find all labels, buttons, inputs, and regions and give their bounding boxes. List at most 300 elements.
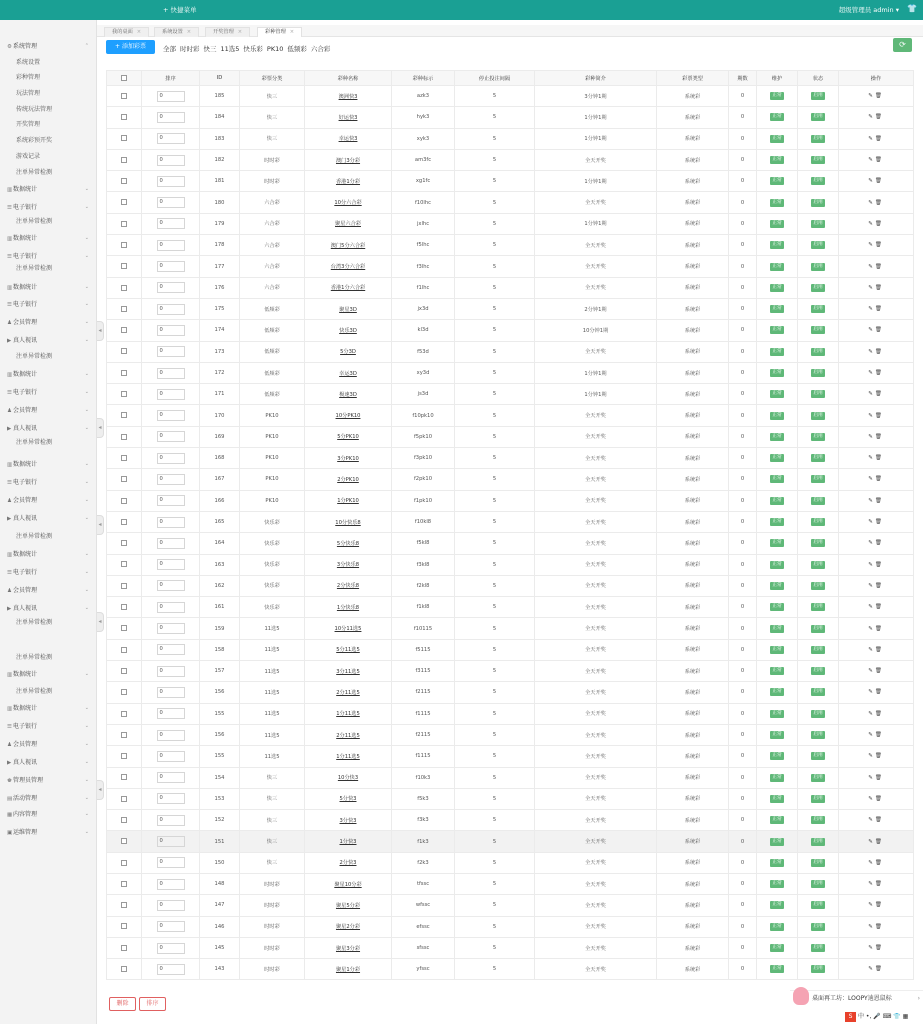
edit-icon[interactable]: ✎ — [868, 348, 875, 355]
maintenance-badge[interactable]: 正常 — [772, 668, 782, 674]
sort-input[interactable]: 0 — [157, 857, 185, 868]
maintenance-badge[interactable]: 正常 — [772, 263, 782, 269]
trash-icon[interactable]: 🗑 — [874, 881, 884, 888]
quick-menu-button[interactable]: + 快捷菜单 — [163, 6, 197, 14]
lottery-name-link[interactable]: 1分快3 — [339, 839, 357, 846]
sort-input[interactable]: 0 — [157, 815, 185, 826]
tab-system-settings[interactable] — [154, 27, 199, 37]
maintenance-badge[interactable]: 正常 — [772, 604, 782, 610]
edit-icon[interactable]: ✎ — [868, 519, 875, 526]
table-row[interactable] — [107, 277, 914, 298]
category-4[interactable]: 快乐彩 — [243, 45, 263, 53]
sort-input[interactable]: 0 — [157, 410, 185, 421]
row-checkbox[interactable] — [121, 306, 127, 312]
sidebar-item[interactable] — [0, 618, 97, 627]
lottery-name-link[interactable]: 5分PK10 — [337, 434, 359, 441]
lottery-name-link[interactable]: 快乐3D — [339, 327, 357, 334]
sort-input[interactable]: 0 — [157, 495, 185, 506]
status-badge[interactable]: 启用 — [813, 93, 823, 99]
status-badge[interactable]: 启用 — [813, 306, 823, 312]
edit-icon[interactable]: ✎ — [868, 199, 875, 206]
table-row[interactable] — [107, 235, 914, 256]
edit-icon[interactable]: ✎ — [868, 327, 875, 334]
sort-input[interactable]: 0 — [157, 836, 185, 847]
lottery-name-link[interactable]: 5分快3 — [339, 796, 357, 803]
row-checkbox[interactable] — [121, 157, 127, 163]
sidebar-section[interactable] — [0, 252, 97, 261]
sort-input[interactable]: 0 — [157, 176, 185, 187]
table-row[interactable] — [107, 959, 914, 980]
sidebar-section[interactable] — [0, 300, 97, 309]
lottery-name-link[interactable]: 台湾3分六合彩 — [330, 264, 366, 271]
trash-icon[interactable]: 🗑 — [874, 455, 884, 462]
edit-icon[interactable]: ✎ — [868, 668, 875, 675]
table-row[interactable] — [107, 448, 914, 469]
maintenance-badge[interactable]: 正常 — [772, 561, 782, 567]
maintenance-badge[interactable]: 正常 — [772, 93, 782, 99]
sort-input[interactable]: 0 — [157, 900, 185, 911]
status-badge[interactable]: 启用 — [813, 370, 823, 375]
row-checkbox[interactable] — [121, 498, 127, 504]
sort-button[interactable]: 排序 — [139, 997, 166, 1011]
trash-icon[interactable]: 🗑 — [874, 476, 884, 483]
sort-input[interactable]: 0 — [157, 879, 185, 890]
table-row[interactable] — [107, 661, 914, 682]
category-2[interactable]: 快三 — [203, 45, 217, 53]
trash-icon[interactable]: 🗑 — [874, 93, 884, 100]
category-7[interactable]: 六合彩 — [310, 45, 331, 53]
sort-input[interactable]: 0 — [157, 91, 185, 102]
select-all-cell[interactable] — [107, 71, 142, 86]
sidebar-item[interactable] — [0, 120, 97, 129]
table-row[interactable] — [107, 597, 914, 618]
trash-icon[interactable]: 🗑 — [874, 795, 884, 802]
row-checkbox[interactable] — [121, 93, 127, 99]
lottery-name-link[interactable]: 极速3D — [339, 391, 357, 398]
status-badge[interactable]: 启用 — [813, 859, 823, 865]
sort-input[interactable]: 0 — [157, 602, 185, 613]
close-icon[interactable]: × — [136, 29, 142, 35]
sidebar-section[interactable] — [0, 185, 97, 194]
trash-icon[interactable]: 🗑 — [874, 391, 884, 398]
tab-desktop[interactable] — [104, 27, 149, 37]
maintenance-badge[interactable]: 正常 — [772, 689, 782, 695]
table-row[interactable] — [107, 192, 914, 213]
row-checkbox[interactable] — [121, 455, 127, 461]
table-row[interactable] — [107, 618, 914, 639]
status-badge[interactable]: 启用 — [813, 114, 823, 120]
edit-icon[interactable]: ✎ — [868, 306, 875, 313]
edit-icon[interactable]: ✎ — [868, 497, 875, 504]
maintenance-badge[interactable]: 正常 — [772, 306, 782, 312]
edit-icon[interactable]: ✎ — [868, 582, 875, 589]
chevron-right-icon[interactable]: › — [917, 995, 920, 1002]
sidebar-item[interactable] — [0, 653, 97, 662]
lottery-name-link[interactable]: 10分快乐8 — [335, 519, 361, 526]
add-lottery-button[interactable]: + 添加彩票 — [106, 40, 155, 54]
trash-icon[interactable]: 🗑 — [874, 966, 884, 973]
table-row[interactable] — [107, 831, 914, 852]
row-checkbox[interactable] — [121, 711, 127, 717]
trash-icon[interactable]: 🗑 — [874, 220, 884, 227]
row-checkbox[interactable] — [121, 923, 127, 929]
table-row[interactable] — [107, 128, 914, 149]
sidebar-section[interactable] — [0, 722, 97, 731]
trash-icon[interactable]: 🗑 — [874, 625, 884, 632]
row-checkbox[interactable] — [121, 817, 127, 823]
maintenance-badge[interactable]: 正常 — [772, 135, 782, 141]
sidebar-item[interactable] — [0, 352, 97, 361]
sort-input[interactable]: 0 — [157, 921, 185, 932]
lottery-name-link[interactable]: 澳洲快3 — [338, 93, 358, 100]
lottery-name-link[interactable]: 1分11选5 — [336, 711, 360, 718]
trash-icon[interactable]: 🗑 — [874, 561, 884, 568]
edit-icon[interactable]: ✎ — [868, 284, 875, 291]
lottery-name-link[interactable]: 2分11选5 — [336, 732, 360, 739]
maintenance-badge[interactable]: 正常 — [772, 497, 782, 503]
category-6[interactable]: 低频彩 — [287, 45, 307, 53]
maintenance-badge[interactable]: 正常 — [772, 199, 782, 205]
row-checkbox[interactable] — [121, 434, 127, 440]
table-row[interactable] — [107, 724, 914, 745]
trash-icon[interactable]: 🗑 — [874, 519, 884, 526]
lottery-name-link[interactable]: 3分快乐8 — [336, 562, 360, 569]
row-checkbox[interactable] — [121, 583, 127, 589]
status-badge[interactable]: 启用 — [813, 966, 823, 972]
edit-icon[interactable]: ✎ — [868, 774, 875, 781]
maintenance-badge[interactable]: 正常 — [772, 859, 782, 865]
row-checkbox[interactable] — [121, 732, 127, 738]
maintenance-badge[interactable]: 正常 — [772, 519, 782, 525]
row-checkbox[interactable] — [121, 285, 127, 291]
sidebar-section[interactable] — [0, 283, 97, 292]
maintenance-badge[interactable]: 正常 — [772, 582, 782, 588]
maintenance-badge[interactable]: 正常 — [772, 945, 782, 951]
trash-icon[interactable]: 🗑 — [874, 923, 884, 930]
status-badge[interactable]: 启用 — [813, 391, 823, 397]
edit-icon[interactable]: ✎ — [868, 838, 875, 845]
sort-input[interactable]: 0 — [157, 453, 185, 464]
trash-icon[interactable]: 🗑 — [874, 135, 884, 142]
status-badge[interactable]: 启用 — [813, 220, 823, 226]
sidebar-collapse-handle[interactable]: ◂ — [97, 418, 104, 438]
trash-icon[interactable]: 🗑 — [874, 902, 884, 909]
maintenance-badge[interactable]: 正常 — [772, 157, 782, 163]
table-row[interactable] — [107, 341, 914, 362]
status-badge[interactable]: 启用 — [813, 838, 823, 844]
tab-draw-management[interactable] — [205, 27, 250, 37]
status-badge[interactable]: 启用 — [813, 561, 823, 567]
trash-icon[interactable]: 🗑 — [874, 242, 884, 249]
trash-icon[interactable]: 🗑 — [874, 157, 884, 164]
sidebar-item[interactable] — [0, 152, 97, 161]
sort-input[interactable]: 0 — [157, 644, 185, 655]
edit-icon[interactable]: ✎ — [868, 433, 875, 440]
edit-icon[interactable]: ✎ — [868, 646, 875, 653]
trash-icon[interactable]: 🗑 — [874, 689, 884, 696]
category-5[interactable]: PK10 — [266, 45, 284, 53]
tab-lottery-management[interactable] — [257, 27, 302, 37]
lottery-name-link[interactable]: 好运快3 — [338, 114, 358, 121]
maintenance-badge[interactable]: 正常 — [772, 732, 782, 738]
sidebar-section[interactable] — [0, 460, 97, 469]
row-checkbox[interactable] — [121, 945, 127, 951]
lottery-name-link[interactable]: 5分快乐8 — [336, 540, 360, 547]
status-badge[interactable]: 启用 — [813, 753, 823, 759]
maintenance-badge[interactable]: 正常 — [772, 881, 782, 887]
row-checkbox[interactable] — [121, 668, 127, 674]
edit-icon[interactable]: ✎ — [868, 476, 875, 483]
sort-input[interactable]: 0 — [157, 730, 185, 741]
status-badge[interactable]: 启用 — [813, 455, 823, 461]
table-row[interactable] — [107, 916, 914, 937]
sort-input[interactable]: 0 — [157, 112, 185, 123]
edit-icon[interactable]: ✎ — [868, 732, 875, 739]
sidebar-section[interactable] — [0, 810, 97, 819]
sidebar-collapse-handle[interactable]: ◂ — [97, 612, 104, 632]
maintenance-badge[interactable]: 正常 — [772, 114, 782, 120]
trash-icon[interactable]: 🗑 — [874, 945, 884, 952]
edit-icon[interactable]: ✎ — [868, 220, 875, 227]
lottery-name-link[interactable]: 5分11选5 — [336, 647, 360, 654]
table-row[interactable] — [107, 469, 914, 490]
edit-icon[interactable]: ✎ — [868, 93, 875, 100]
row-checkbox[interactable] — [121, 838, 127, 844]
trash-icon[interactable]: 🗑 — [874, 582, 884, 589]
sidebar-item[interactable] — [0, 438, 97, 447]
table-row[interactable] — [107, 873, 914, 894]
status-badge[interactable]: 启用 — [813, 412, 823, 418]
trash-icon[interactable]: 🗑 — [874, 710, 884, 717]
maintenance-badge[interactable]: 正常 — [772, 391, 782, 397]
sidebar-item[interactable] — [0, 168, 97, 177]
trash-icon[interactable]: 🗑 — [874, 199, 884, 206]
table-row[interactable] — [107, 895, 914, 916]
sort-input[interactable]: 0 — [157, 431, 185, 442]
maintenance-badge[interactable]: 正常 — [772, 220, 782, 226]
row-checkbox[interactable] — [121, 689, 127, 695]
edit-icon[interactable]: ✎ — [868, 114, 875, 121]
edit-icon[interactable]: ✎ — [868, 242, 875, 249]
trash-icon[interactable]: 🗑 — [874, 753, 884, 760]
sidebar-item[interactable] — [0, 532, 97, 541]
status-badge[interactable]: 启用 — [813, 242, 823, 248]
lottery-name-link[interactable]: 聚星5分彩 — [335, 902, 361, 909]
table-row[interactable] — [107, 171, 914, 192]
sidebar-section[interactable] — [0, 568, 97, 577]
status-badge[interactable]: 启用 — [813, 689, 823, 695]
user-menu[interactable]: 超级管理员 admin ▾ — [838, 6, 899, 14]
sidebar-item[interactable] — [0, 89, 97, 98]
status-badge[interactable]: 启用 — [813, 582, 823, 588]
table-row[interactable] — [107, 298, 914, 319]
sort-input[interactable]: 0 — [157, 517, 185, 528]
close-icon[interactable]: × — [289, 29, 295, 35]
status-badge[interactable]: 启用 — [813, 902, 823, 908]
sidebar-section[interactable] — [0, 670, 97, 679]
sidebar-section[interactable] — [0, 406, 97, 415]
sidebar-item[interactable] — [0, 264, 97, 273]
close-icon[interactable]: × — [186, 29, 192, 35]
category-1[interactable]: 时时彩 — [180, 45, 200, 53]
table-row[interactable] — [107, 639, 914, 660]
sort-input[interactable]: 0 — [157, 708, 185, 719]
row-checkbox[interactable] — [121, 774, 127, 780]
row-checkbox[interactable] — [121, 327, 127, 333]
edit-icon[interactable]: ✎ — [868, 391, 875, 398]
trash-icon[interactable]: 🗑 — [874, 114, 884, 121]
row-checkbox[interactable] — [121, 966, 127, 972]
sort-input[interactable]: 0 — [157, 282, 185, 293]
lottery-name-link[interactable]: 10分11选5 — [334, 626, 362, 633]
edit-icon[interactable]: ✎ — [868, 625, 875, 632]
maintenance-badge[interactable]: 正常 — [772, 774, 782, 780]
maintenance-badge[interactable]: 正常 — [772, 838, 782, 844]
sidebar-section[interactable] — [0, 758, 97, 767]
edit-icon[interactable]: ✎ — [868, 817, 875, 824]
desktop-notice[interactable] — [790, 990, 923, 1006]
maintenance-badge[interactable]: 正常 — [772, 455, 782, 461]
maintenance-badge[interactable]: 正常 — [772, 817, 782, 823]
trash-icon[interactable]: 🗑 — [874, 412, 884, 419]
lottery-name-link[interactable]: 澳门5分六合彩 — [330, 242, 366, 249]
lottery-name-link[interactable]: 10分六合彩 — [334, 200, 362, 207]
row-checkbox[interactable] — [121, 561, 127, 567]
table-row[interactable] — [107, 810, 914, 831]
row-checkbox[interactable] — [121, 540, 127, 546]
trash-icon[interactable]: 🗑 — [874, 604, 884, 611]
lottery-name-link[interactable]: 聚星1分彩 — [335, 966, 361, 973]
sort-input[interactable]: 0 — [157, 346, 185, 357]
lottery-name-link[interactable]: 3分快3 — [339, 817, 357, 824]
edit-icon[interactable]: ✎ — [868, 710, 875, 717]
edit-icon[interactable]: ✎ — [868, 881, 875, 888]
close-icon[interactable]: × — [237, 29, 243, 35]
sidebar-section[interactable] — [0, 478, 97, 487]
table-row[interactable] — [107, 852, 914, 873]
maintenance-badge[interactable]: 正常 — [772, 178, 782, 184]
edit-icon[interactable]: ✎ — [868, 945, 875, 952]
sort-input[interactable]: 0 — [157, 155, 185, 166]
table-row[interactable] — [107, 511, 914, 532]
sort-input[interactable]: 0 — [157, 261, 185, 272]
sidebar-collapse-handle[interactable]: ◂ — [97, 321, 104, 341]
sidebar-section[interactable] — [0, 828, 97, 837]
trash-icon[interactable]: 🗑 — [874, 859, 884, 866]
sort-input[interactable]: 0 — [157, 751, 185, 762]
lottery-name-link[interactable]: 聚星10分彩 — [334, 881, 362, 888]
trash-icon[interactable]: 🗑 — [874, 774, 884, 781]
status-badge[interactable]: 启用 — [813, 199, 823, 205]
row-checkbox[interactable] — [121, 412, 127, 418]
status-badge[interactable]: 启用 — [813, 284, 823, 290]
sidebar-section[interactable] — [0, 234, 97, 243]
status-badge[interactable]: 启用 — [813, 157, 823, 163]
row-checkbox[interactable] — [121, 391, 127, 397]
edit-icon[interactable]: ✎ — [868, 178, 875, 185]
table-row[interactable] — [107, 320, 914, 341]
trash-icon[interactable]: 🗑 — [874, 497, 884, 504]
row-checkbox[interactable] — [121, 348, 127, 354]
sidebar-section[interactable] — [0, 704, 97, 713]
status-badge[interactable]: 启用 — [813, 497, 823, 503]
sort-input[interactable]: 0 — [157, 304, 185, 315]
maintenance-badge[interactable]: 正常 — [772, 795, 782, 801]
trash-icon[interactable]: 🗑 — [874, 838, 884, 845]
row-checkbox[interactable] — [121, 902, 127, 908]
lottery-name-link[interactable]: 1分PK10 — [337, 498, 359, 505]
sort-input[interactable]: 0 — [157, 580, 185, 591]
table-row[interactable] — [107, 86, 914, 107]
table-row[interactable] — [107, 746, 914, 767]
sidebar-section[interactable] — [0, 318, 97, 327]
row-checkbox[interactable] — [121, 796, 127, 802]
sort-input[interactable]: 0 — [157, 772, 185, 783]
trash-icon[interactable]: 🗑 — [874, 540, 884, 547]
lottery-name-link[interactable]: 2分快乐8 — [336, 583, 360, 590]
trash-icon[interactable]: 🗑 — [874, 306, 884, 313]
ime-toolbar[interactable] — [845, 1010, 923, 1024]
table-row[interactable] — [107, 490, 914, 511]
sidebar-section[interactable] — [0, 794, 97, 803]
sort-input[interactable]: 0 — [157, 474, 185, 485]
sidebar-section[interactable] — [0, 203, 97, 212]
table-row[interactable] — [107, 426, 914, 447]
trash-icon[interactable]: 🗑 — [874, 668, 884, 675]
edit-icon[interactable]: ✎ — [868, 135, 875, 142]
sort-input[interactable]: 0 — [157, 964, 185, 975]
table-row[interactable] — [107, 405, 914, 426]
sidebar-section[interactable] — [0, 586, 97, 595]
sort-input[interactable]: 0 — [157, 197, 185, 208]
status-badge[interactable]: 启用 — [813, 817, 823, 823]
row-checkbox[interactable] — [121, 881, 127, 887]
edit-icon[interactable]: ✎ — [868, 455, 875, 462]
status-badge[interactable]: 启用 — [813, 540, 823, 546]
maintenance-badge[interactable]: 正常 — [772, 327, 782, 333]
lottery-name-link[interactable]: 10分快3 — [337, 775, 359, 782]
select-all-checkbox[interactable] — [121, 75, 127, 81]
lottery-name-link[interactable]: 香港1分六合彩 — [330, 285, 366, 292]
row-checkbox[interactable] — [121, 114, 127, 120]
lottery-name-link[interactable]: 聚星3D — [339, 306, 357, 313]
table-row[interactable] — [107, 575, 914, 596]
lottery-name-link[interactable]: 幸运快3 — [338, 136, 358, 143]
table-row[interactable] — [107, 107, 914, 128]
sidebar-collapse-handle[interactable]: ◂ — [97, 780, 104, 800]
trash-icon[interactable]: 🗑 — [874, 732, 884, 739]
table-row[interactable] — [107, 767, 914, 788]
trash-icon[interactable]: 🗑 — [874, 327, 884, 334]
trash-icon[interactable]: 🗑 — [874, 178, 884, 185]
maintenance-badge[interactable]: 正常 — [772, 625, 782, 631]
maintenance-badge[interactable]: 正常 — [772, 242, 782, 248]
lottery-name-link[interactable]: 3分PK10 — [337, 455, 359, 462]
row-checkbox[interactable] — [121, 221, 127, 227]
lottery-name-link[interactable]: 幸运3D — [339, 370, 357, 377]
status-badge[interactable]: 启用 — [813, 774, 823, 780]
sidebar-item[interactable] — [0, 105, 97, 114]
sidebar-section[interactable] — [0, 550, 97, 559]
status-badge[interactable]: 启用 — [813, 348, 823, 354]
status-badge[interactable]: 启用 — [813, 135, 823, 141]
edit-icon[interactable]: ✎ — [868, 263, 875, 270]
row-checkbox[interactable] — [121, 370, 127, 376]
maintenance-badge[interactable]: 正常 — [772, 433, 782, 439]
sort-input[interactable]: 0 — [157, 538, 185, 549]
table-row[interactable] — [107, 554, 914, 575]
sidebar-section[interactable] — [0, 424, 97, 433]
